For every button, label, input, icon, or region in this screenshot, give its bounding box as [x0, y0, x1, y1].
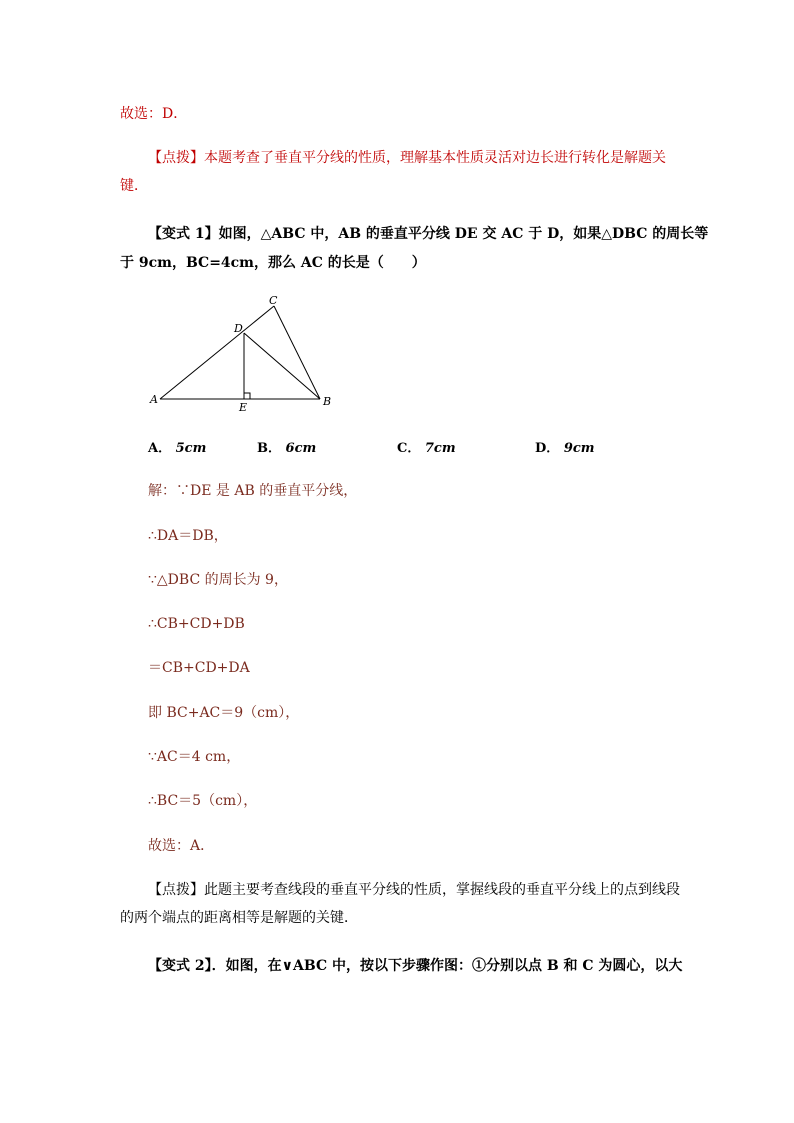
label-e: E — [239, 401, 248, 414]
solution-line-6: 即 BC+AC＝9（cm）， — [148, 705, 300, 721]
note1-prefix: 【点拨】 — [148, 150, 204, 166]
solution-line-9: 故选：A． — [148, 838, 215, 854]
solution-line-1: 解：∵DE 是 AB 的垂直平分线， — [148, 483, 358, 499]
note2-line1: 【点拨】此题主要考查线段的垂直平分线的性质，掌握线段的垂直平分线上的点到线段 — [148, 882, 680, 898]
variant1-line2: 于 9cm，BC=4cm，那么 AC 的长是（ ） — [120, 255, 426, 271]
option-c: C． 7cm — [397, 441, 456, 456]
solution-line-8: ∴BC＝5（cm）， — [148, 793, 258, 809]
segment-db — [244, 333, 320, 399]
label-b: B — [323, 395, 332, 408]
note1-line2: 键． — [120, 178, 148, 194]
solution-line-5: ＝CB+CD+DA — [148, 660, 250, 676]
note2-line2: 的两个端点的距离相等是解题的关键． — [120, 910, 358, 926]
segment-ac — [160, 306, 274, 399]
label-a: A — [150, 393, 158, 406]
segment-cb — [274, 306, 320, 399]
right-angle-mark — [244, 393, 250, 399]
solution-line-2: ∴DA＝DB， — [148, 528, 228, 544]
conclusion-text: 故选：D． — [120, 106, 188, 122]
solution-line-3: ∵△DBC 的周长为 9， — [148, 572, 288, 588]
option-b: B． 6cm — [257, 441, 317, 456]
label-d: D — [234, 322, 243, 335]
solution-line-7: ∵AC＝4 cm， — [148, 749, 241, 765]
note1-body: 本题考查了垂直平分线的性质，理解基本性质灵活对边长进行转化是解题关 — [204, 150, 666, 166]
note1-line1 — [148, 148, 666, 168]
triangle-figure — [148, 292, 348, 416]
variant1-line1: 【变式 1】如图，△ABC 中，AB 的垂直平分线 DE 交 AC 于 D，如果△DBC 的周长等 — [148, 226, 709, 242]
label-c: C — [269, 294, 278, 307]
solution-line-4: ∴CB+CD+DB — [148, 616, 245, 632]
variant2-line1: 【变式 2】．如图，在∨ABC 中，按以下步骤作图：①分别以点 B 和 C 为圆心，以大 — [148, 958, 683, 974]
option-a: A． 5cm — [148, 441, 207, 456]
option-d: D． 9cm — [535, 441, 595, 456]
